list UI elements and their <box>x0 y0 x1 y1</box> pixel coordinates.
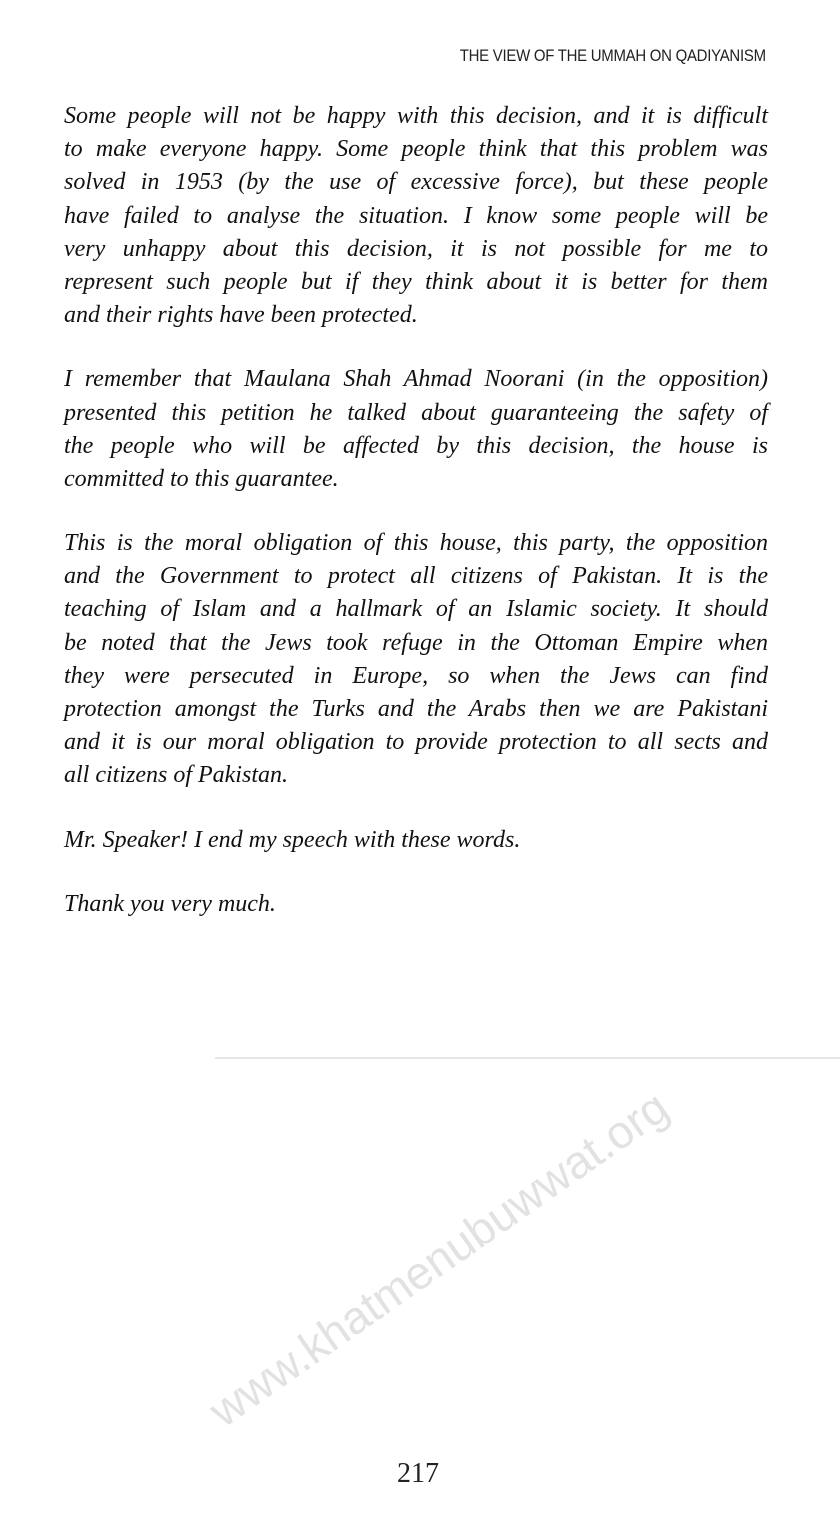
paragraph <box>64 824 768 857</box>
text-line: have failed to analyse the situation. I know some people will be <box>64 202 768 229</box>
text-line: all citizens of Pakistan. <box>64 762 288 789</box>
text-line: very unhappy about this decision, it is not possible for me to <box>64 235 768 262</box>
text-line: Thank you very much. <box>64 890 276 917</box>
page-body <box>64 100 768 921</box>
text-line: protection amongst the Turks and the Arabs then we are Pakistani <box>64 696 768 722</box>
divider <box>215 1057 840 1059</box>
text-line: represent such people but if they think about it is better for them <box>64 268 768 295</box>
paragraph <box>64 363 768 496</box>
paragraph <box>64 527 768 793</box>
text-line: and the Government to protect all citizens of Pakistan. It is the <box>64 563 768 590</box>
text-line: solved in 1953 (by the use of excessive force), but these people <box>64 169 768 196</box>
running-header: THE VIEW OF THE UMMAH ON QADIYANISM <box>459 46 766 65</box>
text-line: and it is our moral obligation to provide protection to all sects and <box>64 729 768 756</box>
text-line: presented this petition he talked about guaranteeing the safety of <box>64 399 768 426</box>
text-line: committed to this guarantee. <box>64 465 339 492</box>
text-line: they were persecuted in Europe, so when the Jews can find <box>64 662 768 689</box>
text-line: be noted that the Jews took refuge in the Ottoman Empire when <box>64 629 768 656</box>
paragraph <box>64 888 768 921</box>
paragraph <box>64 100 768 332</box>
text-line: the people who will be affected by this decision, the house is <box>64 432 768 459</box>
text-line: I remember that Maulana Shah Ahmad Noorani (in the opposition) <box>64 366 768 393</box>
text-line: Mr. Speaker! I end my speech with these words. <box>64 826 521 853</box>
text-line: This is the moral obligation of this house, this party, the opposition <box>64 530 768 557</box>
text-line: Some people will not be happy with this decision, and it is difficult <box>64 103 768 129</box>
text-line: and their rights have been protected. <box>64 302 418 329</box>
watermark: www.khatmenubuwwat.org <box>199 1080 678 1437</box>
text-line: teaching of Islam and a hallmark of an Islamic society. It should <box>64 596 768 623</box>
text-line: to make everyone happy. Some people think that this problem was <box>64 136 768 163</box>
page-number: 217 <box>397 1458 439 1489</box>
